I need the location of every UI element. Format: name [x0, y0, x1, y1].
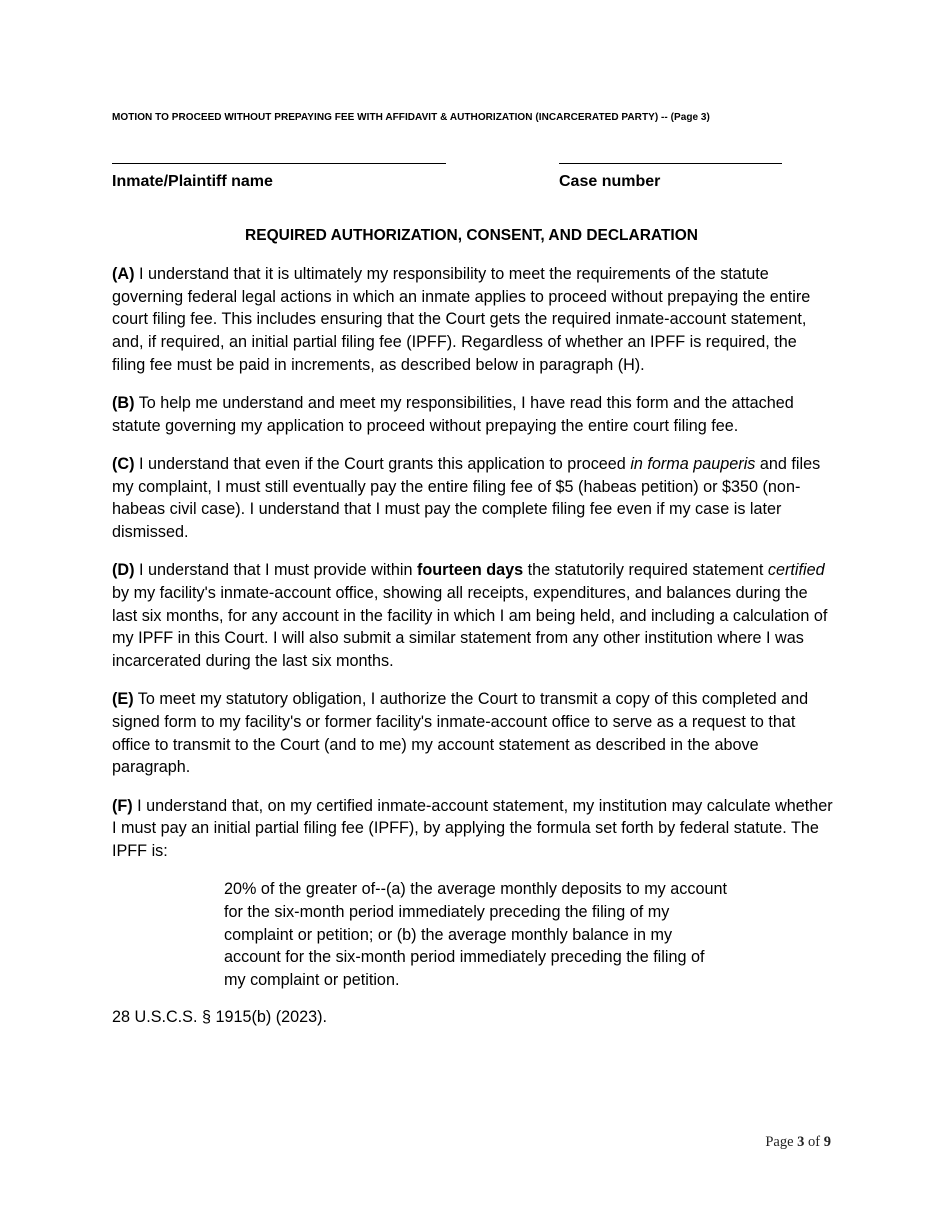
document-body: [112, 263, 834, 1028]
paragraph-b: [112, 392, 834, 437]
form-header: MOTION TO PROCEED WITHOUT PREPAYING FEE WITH AFFIDAVIT & AUTHORIZATION (INCARCERATED PARTY) -- (Page 3): [112, 112, 710, 123]
paragraph-d: [112, 559, 834, 673]
paragraph-marker: (C): [112, 454, 135, 473]
paragraph-text: I understand that I must provide within: [134, 561, 418, 580]
case-number-line: [559, 163, 782, 164]
paragraph-marker: (B): [112, 394, 135, 413]
name-signature-line: [112, 163, 446, 164]
paragraph-italic-term: certified: [767, 561, 825, 580]
paragraph-text: I understand that it is ultimately my responsibility to meet the requirements of the statute governing federal legal actions in which an inmate applies to proceed without prepaying the entire court filing fee. This includes ensuring that the Court gets the required inmate-account statement, and, if required, an initial partial filing fee (IPFF). Regardless of whether an IPFF is required, the filing fee must be paid in increments, as described below in paragraph (H).: [112, 265, 811, 374]
paragraph-text: To meet my statutory obligation, I authorize the Court to transmit a copy of this completed and signed form to my facility's or former facility's inmate-account office to serve as a request to that office to transmit to the Court (and to me) my account statement as described in the above paragraph.: [112, 690, 809, 777]
statute-quote: 20% of the greater of--(a) the average monthly deposits to my account for the six-month period immediately preceding the filing of my complaint or petition; or (b) the average monthly balance in my account for the six-month period immediately preceding the filing of my complaint or petition.: [224, 880, 727, 989]
paragraph-marker: (D): [112, 561, 135, 580]
of-word: of: [808, 1134, 821, 1150]
paragraph-c: [112, 453, 834, 544]
paragraph-marker: (F): [112, 796, 133, 815]
paragraph-e: [112, 688, 834, 779]
paragraph-text: and files my complaint, I must still eventually pay the entire filing fee of $5 (habeas petition) or $350 (non-habeas civil case). I understand that I must pay the complete filing fee even if my case is later dismissed.: [112, 454, 821, 542]
paragraph-a: [112, 263, 834, 377]
case-number-label: Case number: [559, 173, 661, 190]
current-page: 3: [797, 1134, 805, 1150]
paragraph-marker: (E): [112, 690, 134, 709]
name-label: Inmate/Plaintiff name: [112, 173, 273, 190]
total-pages: 9: [823, 1134, 831, 1150]
paragraph-text: To help me understand and meet my responsibilities, I have read this form and the attached statute governing my application to proceed without prepaying the entire court filing fee.: [112, 394, 794, 435]
page-number: [765, 1134, 831, 1151]
paragraph-marker: (A): [112, 265, 135, 283]
paragraph-text: the statutorily required statement: [523, 561, 768, 580]
paragraph-text: I understand that, on my certified inmate-account statement, my institution may calculate whether I must pay an initial partial filing fee (IPFF), by applying the formula set forth by federal statute. The IPFF is:: [112, 796, 833, 860]
paragraph-italic-term: in forma pauperis: [630, 454, 756, 473]
section-title: REQUIRED AUTHORIZATION, CONSENT, AND DECLARATION: [245, 227, 698, 244]
statute-citation: 28 U.S.C.S. § 1915(b) (2023).: [112, 1007, 328, 1026]
page-word: Page: [765, 1134, 794, 1150]
paragraph-f: [112, 795, 834, 863]
paragraph-text: I understand that even if the Court grants this application to proceed: [134, 454, 631, 473]
paragraph-text: by my facility's inmate-account office, showing all receipts, expenditures, and balances during the last six months, for any account in the facility in which I am being held, and including a calculation of my IPFF in this Court. I will also submit a similar statement from any other institution where I was incarcerated during the last six months.: [112, 583, 828, 671]
paragraph-bold-term: fourteen days: [417, 561, 524, 580]
